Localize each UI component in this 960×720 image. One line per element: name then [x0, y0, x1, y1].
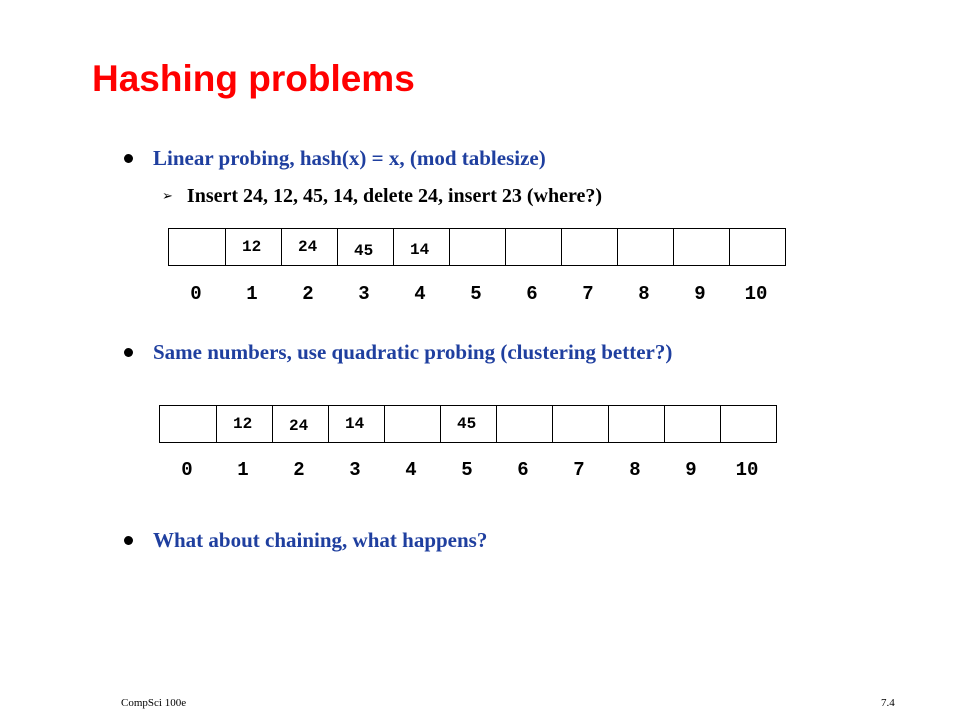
bullet-text: Linear probing, hash(x) = x, (mod tablesize)	[153, 146, 546, 170]
table-cell	[720, 406, 776, 442]
index-row-quadratic	[159, 459, 777, 483]
cell-value: 45	[354, 242, 374, 260]
table-cell	[729, 229, 785, 265]
slide-title: Hashing problems	[92, 58, 415, 99]
index-row-linear	[168, 283, 786, 307]
index-label: 6	[526, 283, 538, 305]
table-cell	[169, 229, 225, 265]
index-label: 1	[246, 283, 258, 305]
bullet-quadratic-probing	[124, 340, 672, 365]
table-cell	[337, 229, 393, 265]
index-label: 3	[349, 459, 361, 481]
index-label: 8	[638, 283, 650, 305]
index-label: 8	[629, 459, 641, 481]
cell-value: 12	[242, 238, 262, 256]
cell-value: 45	[457, 415, 477, 433]
bullet-dot-icon	[124, 536, 133, 545]
table-cell	[496, 406, 552, 442]
table-cell	[281, 229, 337, 265]
index-label: 9	[685, 459, 697, 481]
index-label: 5	[470, 283, 482, 305]
bullet-linear-probing	[124, 146, 546, 171]
table-cell	[393, 229, 449, 265]
table-cell	[505, 229, 561, 265]
cell-value: 24	[298, 238, 318, 256]
table-cell	[384, 406, 440, 442]
cell-value: 24	[289, 417, 309, 435]
index-label: 3	[358, 283, 370, 305]
cell-value: 14	[410, 241, 430, 259]
table-cell	[449, 229, 505, 265]
bullet-dot-icon	[124, 348, 133, 357]
index-label: 4	[414, 283, 426, 305]
table-cell	[617, 229, 673, 265]
bullet-text: What about chaining, what happens?	[153, 528, 488, 552]
index-label: 2	[293, 459, 305, 481]
table-cell	[552, 406, 608, 442]
table-cell	[272, 406, 328, 442]
table-cell	[608, 406, 664, 442]
index-label: 2	[302, 283, 314, 305]
table-cell	[673, 229, 729, 265]
index-label: 1	[237, 459, 249, 481]
arrow-bullet-icon: ➢	[162, 189, 173, 204]
sub-bullet-insert	[162, 185, 602, 208]
bullet-chaining	[124, 528, 487, 553]
table-cell	[225, 229, 281, 265]
index-label: 7	[582, 283, 594, 305]
hash-table-linear	[168, 228, 786, 266]
index-label: 9	[694, 283, 706, 305]
footer-course: CompSci 100e	[121, 697, 187, 709]
table-cell	[440, 406, 496, 442]
footer-slide-number: 7.4	[881, 697, 895, 709]
table-cell	[328, 406, 384, 442]
index-label: 6	[517, 459, 529, 481]
index-label: 5	[461, 459, 473, 481]
table-cell	[561, 229, 617, 265]
index-label: 0	[190, 283, 202, 305]
hash-table-quadratic	[159, 405, 777, 443]
cell-value: 14	[345, 415, 365, 433]
index-label: 10	[744, 283, 768, 305]
table-cell	[160, 406, 216, 442]
table-cell	[664, 406, 720, 442]
index-label: 7	[573, 459, 585, 481]
cell-value: 12	[233, 415, 253, 433]
bullet-dot-icon	[124, 154, 133, 163]
index-label: 0	[181, 459, 193, 481]
sub-bullet-text: Insert 24, 12, 45, 14, delete 24, insert 23 (where?)	[186, 185, 603, 207]
table-cell	[216, 406, 272, 442]
bullet-text: Same numbers, use quadratic probing (clustering better?)	[153, 340, 673, 364]
index-label: 4	[405, 459, 417, 481]
index-label: 10	[735, 459, 759, 481]
